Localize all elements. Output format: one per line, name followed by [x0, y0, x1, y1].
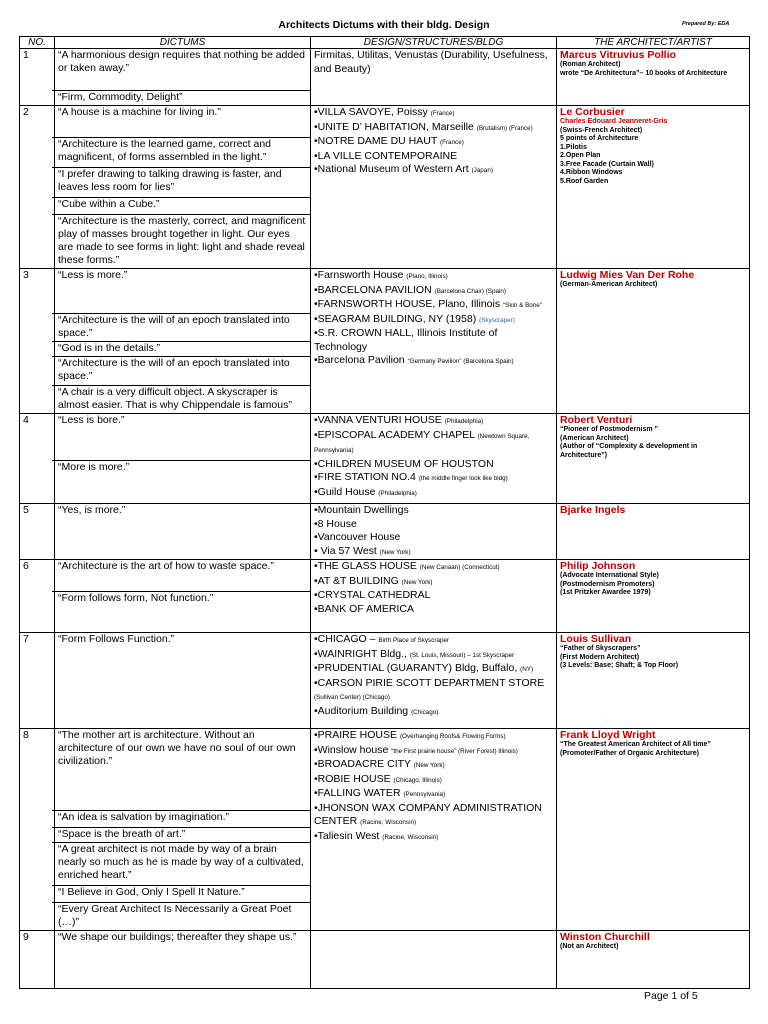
architect-note: 1.Pilotis	[560, 143, 587, 151]
design-cell	[311, 106, 557, 269]
building-item	[314, 787, 553, 802]
architect-cell	[557, 269, 750, 414]
building-note: (New York)	[401, 578, 433, 586]
building-item	[314, 830, 553, 845]
building-item	[314, 744, 553, 759]
architect-note: 5.Roof Garden	[560, 177, 609, 185]
dictum-cell	[55, 729, 311, 931]
building-item	[314, 269, 553, 284]
architect-note: (American Architect)	[560, 434, 629, 442]
building-name: •S.R. CROWN HALL, Illinois Institute of Technology	[314, 327, 498, 353]
building-note: (Pennsylvania)	[403, 791, 446, 798]
dictum-text: “Architecture is the will of an epoch translated into space.”	[52, 314, 310, 342]
architect-name: Philip Johnson	[560, 560, 636, 572]
building-name: •NOTRE DAME DU HAUT	[314, 135, 438, 147]
dictum-text: “A harmonious design requires that nothing be added or taken away.”	[52, 49, 310, 91]
building-name: •WAINRIGHT Bldg.,	[314, 647, 407, 660]
dictum-cell	[55, 414, 311, 504]
architect-cell	[557, 504, 750, 560]
architect-note: (1st Pritzker Awardee 1979)	[560, 589, 651, 596]
row-number: 3	[20, 269, 55, 414]
building-name: •Auditorium Building	[314, 704, 409, 717]
col-header-design: DESIGN/STRUCTURES/BLDG	[311, 37, 557, 49]
building-item	[314, 633, 553, 648]
building-note: (Japan)	[471, 167, 493, 174]
architect-cell	[557, 106, 750, 269]
architect-name: Le Corbusier	[560, 106, 625, 118]
building-item	[314, 504, 553, 518]
architect-name: Marcus Vitruvius Pollio	[560, 49, 676, 61]
architect-note: (First Modern Architect)	[560, 653, 640, 661]
building-name: • Via 57 West	[314, 544, 377, 557]
page-number: Page 1 of 5	[644, 990, 698, 1002]
building-tag: (Skyscraper)	[479, 316, 515, 324]
dictum-text: “Yes, is more.”	[58, 504, 126, 516]
architect-birth-name: Charles Edouard Jeanneret-Gris	[560, 118, 668, 125]
building-note: (Philadelphia)	[444, 418, 484, 425]
design-cell	[311, 560, 557, 633]
row-number: 6	[20, 560, 55, 633]
building-note: “the First prairie house” (River Forest) Illinois)	[391, 747, 518, 755]
building-name: •FIRE STATION NO.4	[314, 471, 416, 483]
building-item	[314, 677, 553, 705]
header-row	[20, 37, 750, 49]
dictum-cell	[55, 931, 311, 989]
architect-cell	[557, 49, 750, 106]
dictum-text: “God is in the details.”	[52, 342, 310, 357]
architect-note: (3 Levels: Base; Shaft; & Top Floor)	[560, 662, 679, 669]
building-note: Birth Place of Skyscraper	[378, 637, 450, 644]
dictum-text: “I prefer drawing to talking drawing is faster, and leaves less room for lies”	[52, 168, 310, 198]
dictum-text: “I Believe in God, Only I Spell It Nature.”	[52, 886, 310, 903]
building-name: •ROBIE HOUSE	[314, 772, 391, 785]
dictum-text: “Form follows form, Not function.”	[58, 592, 214, 604]
building-note: (Overhanging Roofs& Flowing Forms)	[399, 733, 506, 740]
row-number: 5	[20, 504, 55, 560]
building-name: •THE GLASS HOUSE	[314, 560, 417, 572]
dictum-text: “A house is a machine for living in.”	[52, 106, 310, 138]
architect-name: Ludwig Mies Van Der Rohe	[560, 269, 695, 281]
building-note: (France)	[440, 139, 464, 146]
building-note: “Skin & Bone”	[503, 302, 542, 309]
building-note: (Philadelphia)	[378, 489, 417, 497]
dictum-text: “Firm, Commodity, Delight”	[58, 91, 183, 103]
dictum-cell	[55, 106, 311, 269]
building-item	[314, 471, 553, 486]
building-name: •JHONSON WAX COMPANY ADMINISTRATION CENTER	[314, 801, 542, 827]
dictum-text: “Architecture is the masterly, correct, and magnificent play of masses brought together in light. Our eyes are made to see forms in light: light and shade reveal these forms.”	[58, 215, 306, 266]
building-item	[314, 429, 553, 458]
building-name: •SEAGRAM BUILDING, NY (1958)	[314, 312, 477, 325]
dictum-cell	[55, 560, 311, 633]
dictum-cell	[55, 269, 311, 414]
building-item	[314, 414, 553, 429]
building-item	[314, 758, 553, 773]
building-item	[314, 298, 553, 313]
dictum-cell	[55, 49, 311, 106]
building-note: “Germany Pavilion” (Barcelona Spain)	[407, 358, 514, 365]
architect-cell	[557, 414, 750, 504]
table-row	[20, 729, 750, 931]
architect-note: (German-American Architect)	[560, 281, 658, 288]
building-item	[314, 49, 553, 76]
building-note: (NY)	[520, 666, 534, 673]
row-number: 8	[20, 729, 55, 931]
building-item	[314, 589, 553, 603]
architect-note: (Not an Architect)	[560, 943, 619, 950]
architect-cell	[557, 633, 750, 729]
building-name: •BANK OF AMERICA	[314, 602, 414, 615]
architect-note: 4.Ribbon Windows	[560, 169, 623, 176]
dictum-text: “More is more.”	[58, 461, 130, 473]
dictum-text: “Less is bore.”	[52, 414, 310, 461]
building-name: •EPISCOPAL ACADEMY CHAPEL	[314, 428, 475, 441]
building-item	[314, 729, 553, 744]
building-item	[314, 802, 553, 830]
table-row	[20, 269, 750, 414]
dictum-text: “Architecture is the learned game, correct and magnificent, of forms assembled in the light.”	[52, 138, 310, 168]
building-item	[314, 773, 553, 788]
dictum-text: “Every Great Architect Is Necessarily a Great Poet (…)”	[58, 903, 292, 928]
building-note: (St. Louis, Missouri) – 1st Skyscraper	[409, 651, 515, 659]
building-name: •Farnsworth House	[314, 269, 404, 281]
building-item	[314, 531, 553, 545]
design-cell	[311, 49, 557, 106]
building-note: (Sullivan Center) (Chicago)	[314, 694, 390, 701]
design-cell	[311, 931, 557, 989]
dictum-text: “We shape our buildings; thereafter they shape us.”	[58, 931, 297, 943]
design-cell	[311, 504, 557, 560]
building-item	[314, 121, 553, 136]
building-item	[314, 705, 553, 720]
table-row	[20, 414, 750, 504]
architect-cell	[557, 931, 750, 989]
col-header-dictums: DICTUMS	[55, 37, 311, 49]
architect-note: 3.Free Facade (Curtain Wall)	[560, 160, 654, 168]
building-name: •Guild House	[314, 485, 376, 498]
document-title: Architects Dictums with their bldg. Design	[278, 19, 490, 31]
architect-note: “Pioneer of Postmodernism ”	[560, 426, 659, 433]
architect-note: “The Greatest American Architect of All time”	[560, 741, 711, 748]
dictum-text: “Architecture is the will of an epoch translated into space.”	[52, 357, 310, 386]
building-note: (the middle finger look like bldg)	[418, 475, 508, 482]
building-item	[314, 163, 553, 178]
building-item	[314, 313, 553, 328]
dictum-cell	[55, 633, 311, 729]
table-row	[20, 560, 750, 633]
building-item	[314, 354, 553, 369]
building-note: (Brutalism) (France)	[476, 124, 533, 132]
architect-name: Bjarke Ingels	[560, 504, 626, 516]
building-item	[314, 150, 553, 164]
building-item	[314, 545, 553, 560]
architect-name: Winston Churchill	[560, 931, 650, 943]
dictum-text: “Architecture is the art of how to waste space.”	[52, 560, 310, 592]
building-name: •AT &T BUILDING	[314, 574, 399, 587]
building-name: •LA VILLE CONTEMPORAINE	[314, 149, 458, 162]
dictum-text: “A great architect is not made by way of a brain nearly so much as he is made by way of a cultivated, enriched heart.”	[52, 843, 310, 886]
architect-name: Louis Sullivan	[560, 633, 632, 645]
table-row	[20, 49, 750, 106]
building-name: •VILLA SAVOYE, Poissy	[314, 106, 428, 118]
building-name: •Taliesin West	[314, 829, 380, 842]
building-note: (Plano, Illinois)	[406, 273, 448, 280]
row-number: 2	[20, 106, 55, 269]
building-name: •FARNSWORTH HOUSE, Plano, Illinois	[314, 298, 501, 310]
building-name: •PRUDENTIAL (GUARANTY) Bldg, Buffalo,	[314, 662, 518, 674]
architect-cell	[557, 560, 750, 633]
building-note: (New York)	[379, 548, 411, 556]
table-row	[20, 633, 750, 729]
dictum-text: “Cube within a Cube.”	[52, 198, 310, 215]
table-row	[20, 106, 750, 269]
prepared-by: Prepared By: EDA	[682, 21, 730, 27]
building-note: (Chicago, Illinois)	[393, 776, 442, 784]
building-name: •CHICAGO –	[314, 633, 376, 645]
design-cell	[311, 633, 557, 729]
building-item	[314, 106, 553, 121]
table-body	[20, 49, 750, 989]
building-item	[314, 284, 553, 299]
dictum-text: “Form Follows Function.”	[58, 633, 175, 645]
row-number: 4	[20, 414, 55, 504]
architect-note: (Roman Architect)	[560, 61, 621, 68]
building-note: (Chicago)	[411, 708, 439, 716]
building-item	[314, 575, 553, 590]
building-note: (Racine, Wisconsin)	[382, 833, 439, 841]
architect-note: (Author of “Complexity & development in Architecture”)	[560, 443, 698, 459]
architect-note: 2.Open Plan	[560, 152, 601, 159]
architect-cell	[557, 729, 750, 931]
table-row	[20, 931, 750, 989]
building-name: •Vancouver House	[314, 531, 401, 543]
dictum-text: “Less is more.”	[52, 269, 310, 314]
building-name: •PRAIRE HOUSE	[314, 729, 398, 741]
building-note: (Racine, Wisconsin)	[360, 819, 417, 826]
dictum-text: “The mother art is architecture. Without an architecture of our own we have no soul of our own civilization.”	[52, 729, 310, 811]
building-item	[314, 648, 553, 663]
building-name: •8 House	[314, 517, 357, 530]
architect-note: wrote “De Architectura”– 10 books of Architecture	[560, 69, 728, 77]
building-note: (Barcelona Chair) (Spain)	[434, 287, 506, 295]
architect-note: (Promoter/Father of Organic Architecture)	[560, 749, 699, 757]
architect-note: (Swiss-French Architect)	[560, 126, 643, 134]
architect-note: “Father of Skyscrapers”	[560, 645, 641, 652]
dictum-text: “Space is the breath of art.”	[52, 828, 310, 843]
table-row	[20, 504, 750, 560]
building-note: (New York)	[413, 762, 445, 769]
building-name: •BROADACRE CITY	[314, 758, 411, 770]
building-name: •CRYSTAL CATHEDRAL	[314, 589, 431, 601]
building-item	[314, 486, 553, 501]
building-item	[314, 458, 553, 472]
architect-name: Robert Venturi	[560, 414, 633, 426]
dictum-cell	[55, 504, 311, 560]
dictum-text: “An idea is salvation by imagination.”	[52, 811, 310, 828]
row-number: 1	[20, 49, 55, 106]
building-name: •CARSON PIRIE SCOTT DEPARTMENT STORE	[314, 676, 545, 689]
building-item	[314, 518, 553, 532]
building-note: (France)	[430, 110, 455, 117]
building-name: •BARCELONA PAVILION	[314, 283, 432, 296]
col-header-no: NO.	[20, 37, 55, 49]
row-number: 7	[20, 633, 55, 729]
building-name: •Barcelona Pavilion	[314, 354, 405, 366]
design-cell	[311, 729, 557, 931]
building-name: •CHILDREN MUSEUM OF HOUSTON	[314, 457, 494, 470]
building-name: •Winslow house	[314, 743, 389, 756]
building-name: •FALLING WATER	[314, 787, 401, 799]
building-name: •VANNA VENTURI HOUSE	[314, 414, 442, 426]
architect-note: (Postmodernism Promoters)	[560, 580, 655, 588]
building-item	[314, 135, 553, 150]
row-number: 9	[20, 931, 55, 989]
building-item	[314, 560, 553, 575]
building-name: •UNITE D’ HABITATION, Marseille	[314, 120, 474, 133]
architect-note: (Advocate International Style)	[560, 572, 659, 579]
building-name: •Mountain Dwellings	[314, 504, 409, 516]
dictum-text: “A chair is a very difficult object. A skyscraper is almost easier. That is why Chippendale is famous”	[58, 386, 292, 411]
building-note: (Newtown Square, Pennsylvania)	[314, 432, 530, 454]
building-item	[314, 603, 553, 617]
dictums-table	[19, 36, 750, 989]
architect-note: 5 points of Architecture	[560, 135, 639, 142]
col-header-architect: THE ARCHITECT/ARTIST	[557, 37, 750, 49]
building-item	[314, 327, 553, 354]
building-name: Firmitas, Utilitas, Venustas (Durability, Usefulness, and Beauty)	[314, 49, 548, 75]
building-note: (New Canaan) (Connecticut)	[419, 564, 500, 571]
architect-name: Frank Lloyd Wright	[560, 729, 656, 741]
building-item	[314, 662, 553, 677]
building-name: •National Museum of Western Art	[314, 163, 469, 175]
design-cell	[311, 269, 557, 414]
design-cell	[311, 414, 557, 504]
